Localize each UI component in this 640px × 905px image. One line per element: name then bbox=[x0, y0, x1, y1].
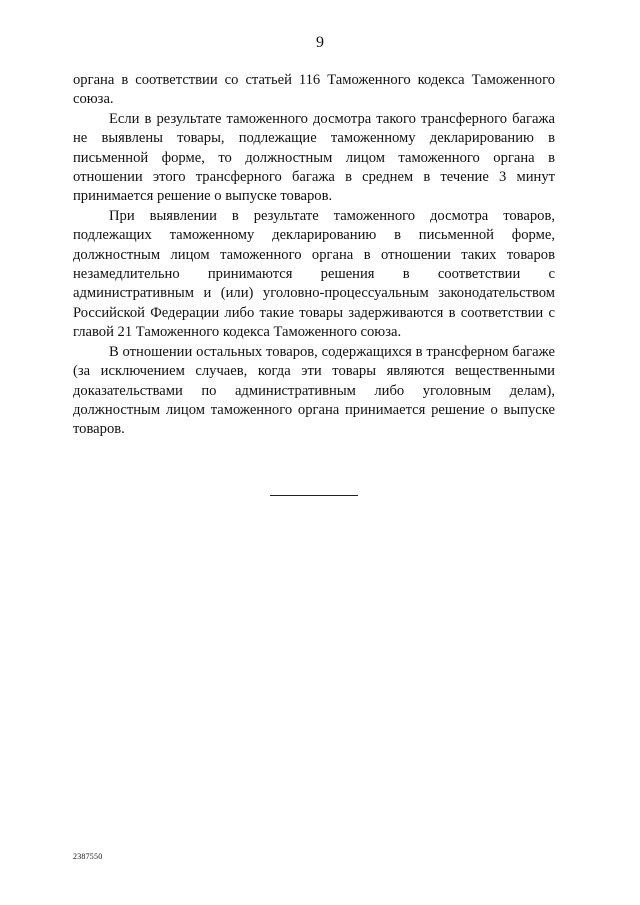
document-body bbox=[73, 71, 555, 440]
paragraph-other-goods: В отношении остальных товаров, содержащихся в трансферном багаже (за исключением случаев, когда эти товары являются вещественными доказательствами по административным либо уголовным делам), должностным лицом таможенного органа принимается решение о выпуске товаров. bbox=[73, 343, 555, 438]
paragraph-continuation: органа в соответствии со статьей 116 Таможенного кодекса Таможенного союза. bbox=[73, 72, 555, 108]
page-number: 9 bbox=[316, 34, 324, 51]
paragraph-no-goods-found: Если в результате таможенного досмотра такого трансферного багажа не выявлены товары, подлежащие таможенному декларированию в письменной форме, то должностным лицом таможенного органа в отношении этого трансферного багажа в среднем в течение 3 минут принимается решение о выпуске товаров. bbox=[73, 110, 555, 205]
end-separator-line bbox=[270, 495, 358, 496]
paragraph-goods-detected: При выявлении в результате таможенного досмотра товаров, подлежащих таможенному декларированию в письменной форме, должностным лицом таможенного органа в отношении таких товаров незамедлительно принимаются решения в соответствии с административным и (или) уголовно-процессуальным законодательством Российской Федерации либо такие товары задерживаются в соответствии с главой 21 Таможенного кодекса Таможенного союза. bbox=[73, 207, 555, 341]
document-code: 2387550 bbox=[73, 852, 103, 861]
